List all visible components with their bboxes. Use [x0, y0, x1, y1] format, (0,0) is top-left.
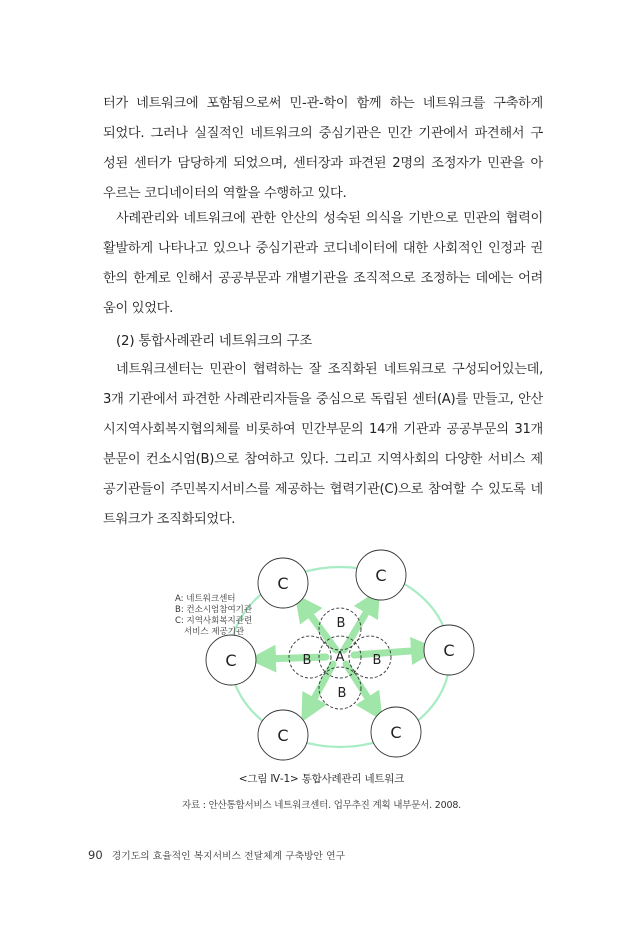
- arrow-to-c-bottom-left: [308, 664, 333, 710]
- paragraph-3-line: 3개 기관에서 파견한 사례관리자들을 중심으로 독립된 센터(A)를 만들고, 안산: [103, 392, 543, 407]
- arrow-to-c-top-right: [344, 601, 373, 650]
- node-c-label: C: [277, 726, 289, 745]
- paragraph-1: [103, 89, 543, 209]
- paragraph-2-line: 사례관리와 네트워크에 관한 안산의 성숙된 의식을 기반으로 민관의 협력이: [116, 211, 543, 226]
- legend-item-c: C: 지역사회복지관련: [175, 616, 253, 626]
- paragraph-2-line: 한의 한계로 인해서 공공부문과 개별기관을 조직적으로 조정하는 데에는 어려: [103, 271, 543, 286]
- legend-item-c-continued: 서비스 제공기관: [184, 627, 245, 637]
- node-b-label: B: [337, 686, 347, 701]
- paragraph-3-line: 트워크가 조직화되었다.: [103, 512, 236, 527]
- paragraph-1-line: 성된 센터가 담당하게 되었으며, 센터장과 파견된 2명의 조정자가 민관을 아: [103, 156, 543, 171]
- paragraph-1-line: 터가 네트워크에 포함됨으로써 민-관-학이 함께 하는 네트워크를 구축하게: [103, 96, 543, 111]
- paragraph-2: [103, 204, 543, 324]
- node-c-label: C: [375, 566, 387, 585]
- arrow-to-c-right: [354, 650, 425, 655]
- arrow-to-c-left: [262, 657, 326, 659]
- network-diagram: [0, 540, 643, 780]
- paragraph-3-line: 시지역사회복지협의체를 비롯하여 민간부문의 14개 기관과 공공부문의 31개: [103, 422, 543, 437]
- arrow-to-c-bottom-right: [346, 664, 375, 709]
- paragraph-3: [103, 355, 543, 535]
- node-c-label: C: [277, 574, 289, 593]
- paragraph-3-line: 공기관들이 주민복지서비스를 제공하는 협력기관(C)으로 참여할 수 있도록 네: [103, 482, 543, 497]
- figure-caption: <그림 Ⅳ-1> 통합사례관리 네트워크: [238, 773, 405, 785]
- page-footer: [88, 848, 345, 862]
- paragraph-2-line: 움이 있었다.: [103, 301, 173, 316]
- legend-item-a: A: 네트워크센터: [175, 594, 236, 604]
- node-b-label: B: [372, 653, 382, 668]
- node-c-label: C: [390, 723, 402, 742]
- paragraph-1-line: 되었다. 그러나 실질적인 네트워크의 중심기관은 민간 기관에서 파견해서 구: [103, 126, 543, 141]
- page-number: 90: [88, 848, 103, 862]
- section-heading: (2) 통합사례관리 네트워크의 구조: [116, 334, 313, 349]
- node-a-label: A: [335, 650, 345, 665]
- legend-item-b: B: 컨소시엄참여기관: [175, 605, 253, 615]
- node-c-label: C: [443, 641, 455, 660]
- document-title: 경기도의 효율적인 복지서비스 전달체계 구축방안 연구: [111, 851, 346, 862]
- node-c-label: C: [225, 651, 237, 670]
- paragraph-1-line: 우르는 코디네이터의 역할을 수행하고 있다.: [103, 186, 347, 201]
- paragraph-2-line: 활발하게 나타나고 있으나 중심기관과 코디네이터에 대한 사회적인 인정과 권: [103, 241, 543, 256]
- figure-source: 자료 : 안산통합서비스 네트워크센터. 업무추진 계획 내부문서. 2008.: [181, 800, 461, 811]
- paragraph-3-line: 분문이 컨소시엄(B)으로 참여하고 있다. 그리고 지역사회의 다양한 서비스 제: [103, 452, 543, 467]
- paragraph-3-line: 네트워크센터는 민관이 협력하는 잘 조직화된 네트워크로 구성되어있는데,: [116, 362, 543, 377]
- node-b-label: B: [302, 653, 312, 668]
- node-b-label: B: [336, 616, 346, 631]
- diagram-legend: [175, 594, 252, 638]
